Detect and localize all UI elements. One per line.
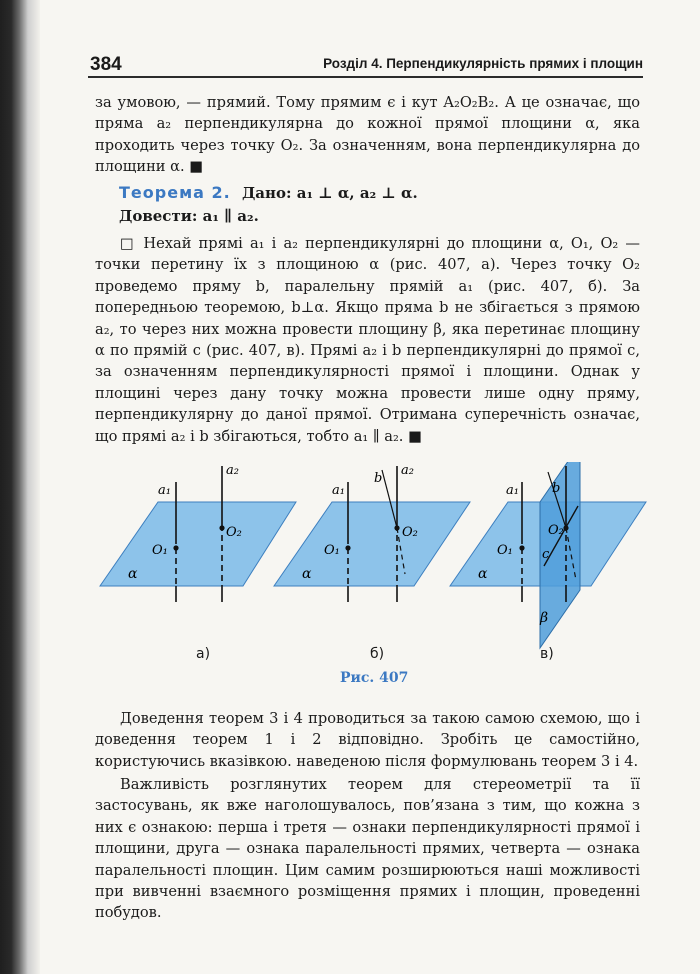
figure-407 <box>0 462 700 692</box>
label-a1: a₁ <box>158 483 171 498</box>
label-a2: a₂ <box>401 463 414 478</box>
label-beta: β <box>540 610 549 626</box>
label-alpha: α <box>302 566 312 582</box>
paragraph-4: Важливість розглянутих теорем для стереометрії та її застосувань, як вже наголошувалось, пов’язана з тим, що кожна з них є ознакою: перша і третя — ознаки перпендикулярності прямої і площини, друга — ознака паралельності прямих, четверта — ознака паралельності площин. Цим самим розширюються наші можливості при вивченні взаємного розміщення прямих і площин, проведенні побудов. <box>95 776 640 922</box>
label-b: b <box>374 471 383 486</box>
label-alpha: α <box>478 566 488 582</box>
label-alpha: α <box>128 566 138 582</box>
panel-letter-a: а) <box>196 646 211 662</box>
figure-panel-b <box>274 463 470 602</box>
chapter-title: Розділ 4. Перпендикулярність прямих і площин <box>323 56 643 71</box>
label-o2: O₂ <box>226 525 242 540</box>
panel-letter-b: б) <box>370 646 385 662</box>
label-a2: a₂ <box>226 463 239 478</box>
label-o1: O₁ <box>152 543 168 558</box>
proof-paragraph: □ Нехай прямі a₁ і a₂ перпендикулярні до площини α, O₁, O₂ — точки перетину їх з площиною α (рис. 407, а). Через точку O₂ проведемо пряму b, паралельну прямій a₁ (рис. 407, б). За попередньою теоремою, b⊥α. Якщо пряма b не збігається з прямою a₂, то через них можна провести площину β, яка перетинає площину α по прямій c (рис. 407, в). Прямі a₂ і b перпендикулярні до прямої c, за означенням перпендикулярності прямої і площини. Однак у площині через дану точку можна провести лише одну пряму, перпендикулярну до даної прямої. Отримана суперечність означає, що прямі a₂ і b збігаються, тобто a₁ ∥ a₂. ■ <box>95 235 640 445</box>
intro-paragraph: за умовою, — прямий. Тому прямим є і кут A₂O₂B₂. А це означає, що пряма a₂ перпендикулярна до кожної прямої площини α, яка проходить через точку O₂. За означенням, вона перпендикулярна до площини α. ■ <box>95 94 640 176</box>
label-b: b <box>552 481 561 496</box>
theorem-prove: Довести: a₁ ∥ a₂. <box>119 207 259 225</box>
page-header <box>88 50 643 78</box>
theorem-label: Теорема 2. <box>119 183 231 202</box>
paragraph-3: Доведення теорем 3 і 4 проводиться за такою самою схемою, що і доведення теорем 1 і 2 відповідно. Зробіть це самостійно, користуючись вказівкою. наведеною після формулювань теорем 3 і 4. <box>95 710 640 770</box>
figure-caption: Рис. 407 <box>340 670 409 686</box>
label-c: c <box>542 547 550 562</box>
label-o2: O₂ <box>402 525 418 540</box>
page-number: 384 <box>90 54 122 75</box>
figure-panel-c <box>450 462 646 648</box>
label-o1: O₁ <box>497 543 513 558</box>
label-a1: a₁ <box>506 483 519 498</box>
label-a1: a₁ <box>332 483 345 498</box>
figure-panel-a <box>100 463 296 602</box>
label-o2: O₂ <box>548 523 564 538</box>
theorem-given-text: Дано: a₁ ⊥ α, a₂ ⊥ α. <box>241 184 418 202</box>
label-o1: O₁ <box>324 543 340 558</box>
theorem-given <box>119 183 418 202</box>
panel-letter-c: в) <box>540 646 554 662</box>
